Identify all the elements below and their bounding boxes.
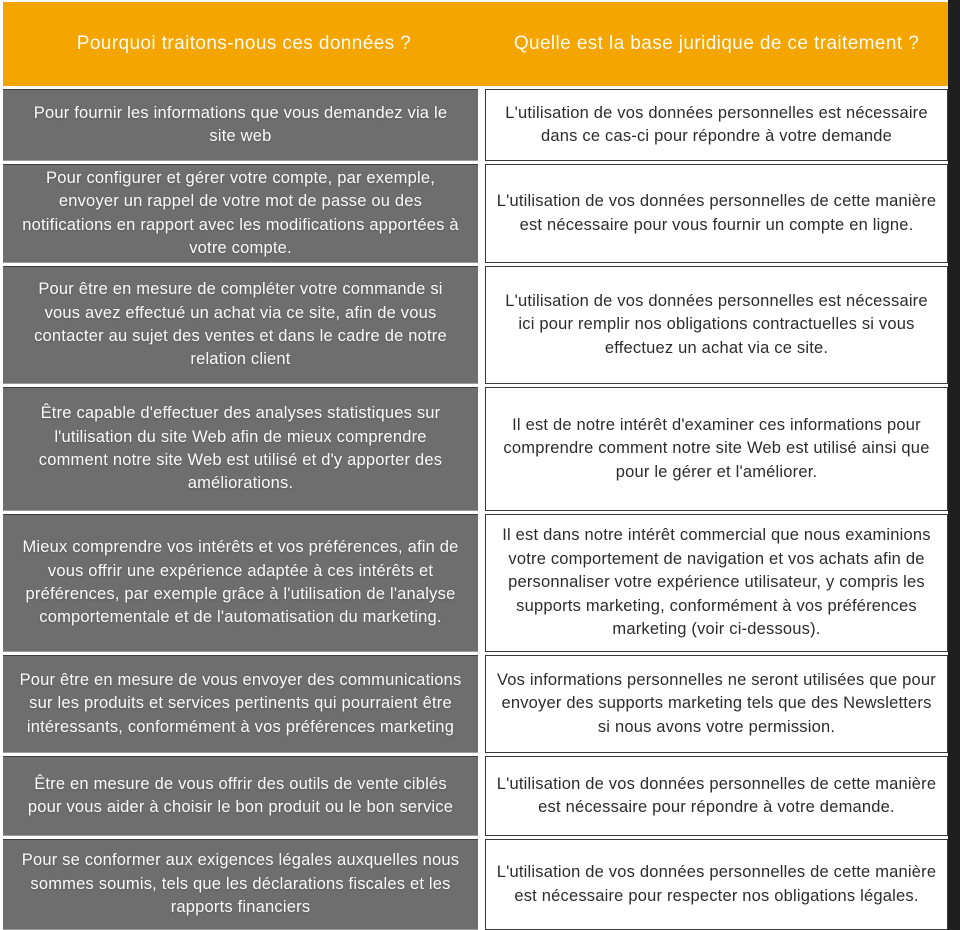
- purpose-cell: Pour configurer et gérer votre compte, par exemple, envoyer un rappel de votre mot de passe ou des notifications en rapport avec les modifications apportées à votre compte.: [3, 164, 478, 263]
- legal-basis-cell: Il est de notre intérêt d'examiner ces informations pour comprendre comment notre site Web est utilisé ainsi que pour le gérer et l'améliorer.: [485, 387, 948, 511]
- table-row: [3, 266, 948, 384]
- table-row: [3, 756, 948, 836]
- purpose-cell: Pour se conformer aux exigences légales auxquelles nous sommes soumis, tels que les déclarations fiscales et les rapports financiers: [3, 839, 478, 930]
- legal-basis-cell: Il est dans notre intérêt commercial que nous examinions votre comportement de navigation et vos achats afin de personnaliser votre expérience utilisateur, y compris les supports marketing, conformément à vos préférences marketing (voir ci-dessous).: [485, 514, 948, 652]
- data-processing-table: [3, 2, 948, 930]
- purpose-cell: Être capable d'effectuer des analyses statistiques sur l'utilisation du site Web afin de mieux comprendre comment notre site Web est utilisé et d'y apporter des améliorations.: [3, 387, 478, 511]
- table-header-row: [3, 2, 948, 86]
- legal-basis-cell: L'utilisation de vos données personnelles est nécessaire ici pour remplir nos obligations contractuelles si vous effectuez un achat via ce site.: [485, 266, 948, 384]
- legal-basis-cell: Vos informations personnelles ne seront utilisées que pour envoyer des supports marketing tels que des Newsletters si nous avons votre permission.: [485, 655, 948, 753]
- table-row: [3, 839, 948, 930]
- purpose-cell: Pour être en mesure de compléter votre commande si vous avez effectué un achat via ce site, afin de vous contacter au sujet des ventes et dans le cadre de notre relation client: [3, 266, 478, 384]
- header-legal-basis-column: Quelle est la base juridique de ce traitement ?: [513, 33, 920, 54]
- table-row: [3, 514, 948, 652]
- purpose-cell: Pour fournir les informations que vous demandez via le site web: [3, 89, 478, 161]
- legal-basis-cell: L'utilisation de vos données personnelles de cette manière est nécessaire pour vous fournir un compte en ligne.: [485, 164, 948, 263]
- page-right-edge: [948, 0, 960, 930]
- header-why-column: Pourquoi traitons-nous ces données ?: [76, 33, 412, 54]
- table-row: [3, 655, 948, 753]
- legal-basis-cell: L'utilisation de vos données personnelles de cette manière est nécessaire pour répondre à votre demande.: [485, 756, 948, 836]
- purpose-cell: Mieux comprendre vos intérêts et vos préférences, afin de vous offrir une expérience adaptée à ces intérêts et préférences, par exemple grâce à l'utilisation de l'analyse comportementale et de l'automatisation du marketing.: [3, 514, 478, 652]
- table-row: [3, 164, 948, 263]
- table-row: [3, 387, 948, 511]
- legal-basis-cell: L'utilisation de vos données personnelles de cette manière est nécessaire pour respecter nos obligations légales.: [485, 839, 948, 930]
- purpose-cell: Pour être en mesure de vous envoyer des communications sur les produits et services pertinents qui pourraient être intéressants, conformément à vos préférences marketing: [3, 655, 478, 753]
- legal-basis-cell: L'utilisation de vos données personnelles est nécessaire dans ce cas-ci pour répondre à votre demande: [485, 89, 948, 161]
- table-row: [3, 89, 948, 161]
- purpose-cell: Être en mesure de vous offrir des outils de vente ciblés pour vous aider à choisir le bon produit ou le bon service: [3, 756, 478, 836]
